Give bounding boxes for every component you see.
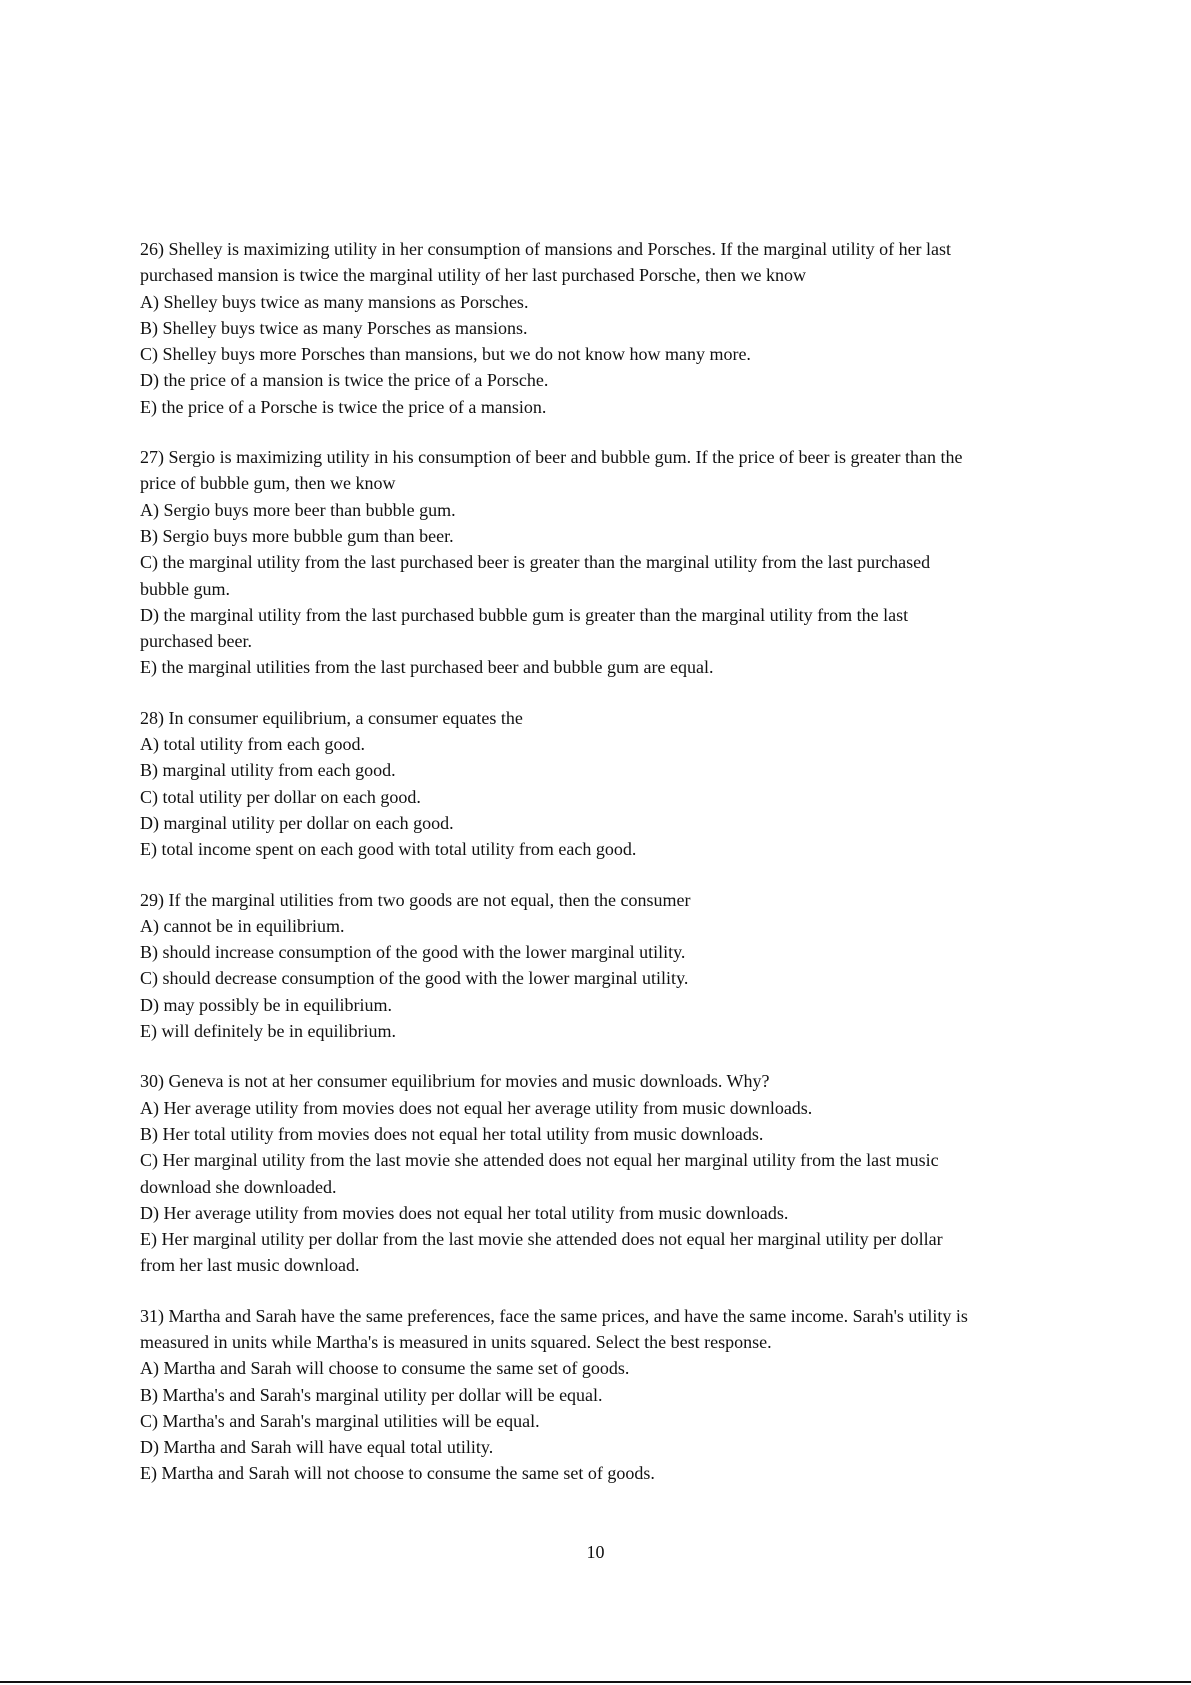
- question-stem: 28) In consumer equilibrium, a consumer equates the: [140, 707, 523, 728]
- question-stem: 26) Shelley is maximizing utility in her consumption of mansions and Porsches. If the marginal utility of her last purchased mansion is twice the marginal utility of her last purchased Porsche, then we know: [140, 239, 952, 286]
- answer-option-b: B) should increase consumption of the good with the lower marginal utility.: [140, 942, 686, 963]
- answer-option-d: D) marginal utility per dollar on each good.: [140, 812, 454, 833]
- question-stem: 29) If the marginal utilities from two goods are not equal, then the consumer: [140, 889, 691, 910]
- answer-option-a: A) Shelley buys twice as many mansions as Porsches.: [140, 291, 529, 312]
- question-26: [140, 236, 980, 420]
- answer-option-d: D) the price of a mansion is twice the price of a Porsche.: [140, 370, 549, 391]
- answer-option-b: B) Sergio buys more bubble gum than beer.: [140, 525, 454, 546]
- answer-option-d: D) Her average utility from movies does not equal her total utility from music downloads.: [140, 1202, 789, 1223]
- answer-option-c: C) Shelley buys more Porsches than mansions, but we do not know how many more.: [140, 344, 751, 365]
- answer-option-a: A) total utility from each good.: [140, 734, 365, 755]
- question-28: [140, 705, 980, 863]
- question-list: [140, 236, 980, 1511]
- answer-option-a: A) Her average utility from movies does not equal her average utility from music downloads.: [140, 1097, 813, 1118]
- answer-option-c: C) total utility per dollar on each good.: [140, 786, 421, 807]
- question-27: [140, 444, 980, 681]
- answer-option-d: D) the marginal utility from the last purchased bubble gum is greater than the marginal utility from the last purchased beer.: [140, 604, 909, 652]
- answer-option-e: E) will definitely be in equilibrium.: [140, 1021, 396, 1042]
- question-30: [140, 1068, 980, 1278]
- question-29: [140, 887, 980, 1045]
- answer-option-a: A) cannot be in equilibrium.: [140, 915, 345, 936]
- answer-option-e: E) total income spent on each good with total utility from each good.: [140, 839, 637, 860]
- answer-option-c: C) Martha's and Sarah's marginal utilities will be equal.: [140, 1410, 540, 1431]
- answer-option-e: E) the marginal utilities from the last purchased beer and bubble gum are equal.: [140, 657, 714, 678]
- answer-option-b: B) Martha's and Sarah's marginal utility per dollar will be equal.: [140, 1384, 603, 1405]
- bottom-divider: [0, 1681, 1191, 1683]
- answer-option-d: D) Martha and Sarah will have equal total utility.: [140, 1437, 494, 1458]
- answer-option-e: E) Martha and Sarah will not choose to consume the same set of goods.: [140, 1463, 655, 1484]
- answer-option-b: B) Shelley buys twice as many Porsches as mansions.: [140, 317, 528, 338]
- answer-option-a: A) Martha and Sarah will choose to consume the same set of goods.: [140, 1358, 630, 1379]
- answer-option-a: A) Sergio buys more beer than bubble gum.: [140, 499, 456, 520]
- answer-option-b: B) Her total utility from movies does not equal her total utility from music downloads.: [140, 1123, 764, 1144]
- question-stem: 27) Sergio is maximizing utility in his consumption of beer and bubble gum. If the price of beer is greater than the price of bubble gum, then we know: [140, 447, 963, 494]
- answer-option-b: B) marginal utility from each good.: [140, 760, 396, 781]
- page-number: 10: [586, 1542, 605, 1562]
- answer-option-c: C) the marginal utility from the last purchased beer is greater than the marginal utility from the last purchased bubble gum.: [140, 552, 931, 599]
- answer-option-c: C) should decrease consumption of the good with the lower marginal utility.: [140, 968, 689, 989]
- answer-option-d: D) may possibly be in equilibrium.: [140, 994, 392, 1015]
- answer-option-e: E) Her marginal utility per dollar from the last movie she attended does not equal her marginal utility per dollar from her last music download.: [140, 1229, 943, 1276]
- question-stem: 31) Martha and Sarah have the same preferences, face the same prices, and have the same income. Sarah's utility is measured in units while Martha's is measured in units squared. Select the best response.: [140, 1305, 968, 1352]
- question-stem: 30) Geneva is not at her consumer equilibrium for movies and music downloads. Why?: [140, 1071, 770, 1092]
- answer-option-c: C) Her marginal utility from the last movie she attended does not equal her marginal utility from the last music download she downloaded.: [140, 1150, 939, 1197]
- question-31: [140, 1303, 980, 1487]
- answer-option-e: E) the price of a Porsche is twice the price of a mansion.: [140, 396, 547, 417]
